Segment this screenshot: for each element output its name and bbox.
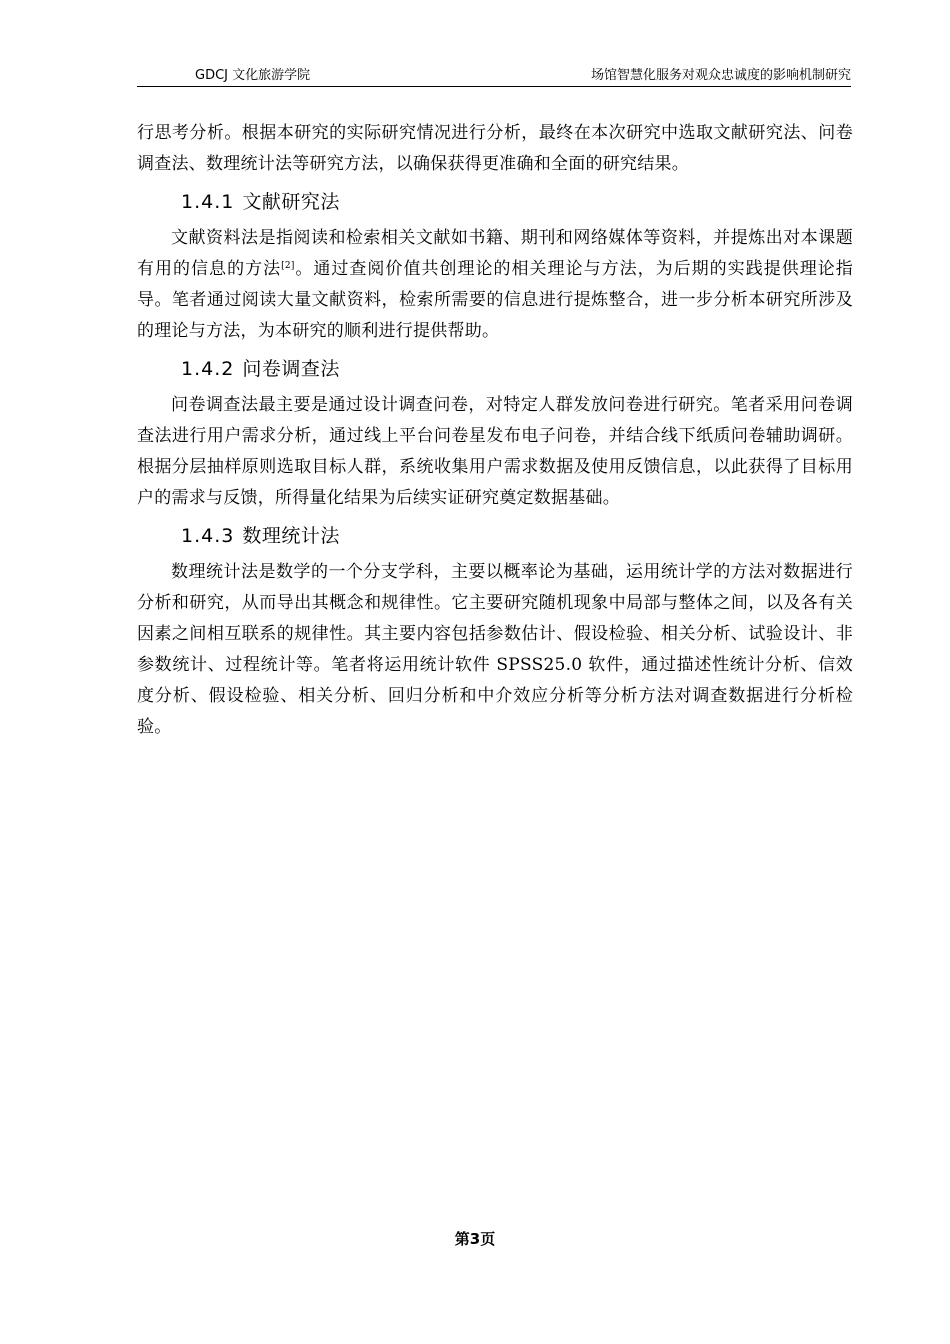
section-heading-1-4-2 (181, 354, 853, 385)
section-number: 1.4.3 (181, 525, 235, 547)
header-institution: GDCJ 文化旅游学院 (195, 68, 311, 83)
page-header (137, 62, 851, 87)
header-thesis-title: 场馆智慧化服务对观众忠诚度的影响机制研究 (590, 68, 851, 83)
intro-paragraph: 行思考分析。根据本研究的实际研究情况进行分析，最终在本次研究中选取文献研究法、问卷调查法、数理统计法等研究方法，以确保获得更准确和全面的研究结果。 (137, 123, 853, 174)
section-paragraph-questionnaire: 问卷调查法最主要是通过设计调查问卷，对特定人群发放问卷进行研究。笔者采用问卷调查法进行用户需求分析，通过线上平台问卷星发布电子问卷，并结合线下纸质问卷辅助调研。根据分层抽样原则选取目标人群，系统收集用户需求数据及使用反馈信息，以此获得了目标用户的需求与反馈，所得量化结果为后续实证研究奠定数据基础。 (137, 395, 853, 508)
section-title: 数理统计法 (242, 525, 340, 547)
section-heading-1-4-3 (181, 521, 853, 552)
section-title: 问卷调查法 (242, 358, 340, 380)
paragraph-text: 文献资料法是指阅读和检索相关文献如书籍、期刊和网络媒体等资料，并提炼出对本课题有用的信息的方法 (137, 228, 853, 279)
paragraph-text: 。通过查阅价值共创理论的相关理论与方法，为后期的实践提供理论指导。笔者通过阅读大量文献资料，检索所需要的信息进行提炼整合，进一步分析本研究所涉及的理论与方法，为本研究的顺利进行提供帮助。 (137, 259, 854, 341)
section-number: 1.4.2 (181, 358, 235, 380)
main-content (137, 118, 853, 743)
section-number: 1.4.1 (181, 191, 235, 213)
section-paragraph-literature (137, 223, 853, 347)
citation-marker: [2] (281, 261, 295, 271)
page-number: 第3页 (454, 1230, 496, 1248)
section-title: 文献研究法 (242, 191, 340, 213)
section-paragraph-statistics: 数理统计法是数学的一个分支学科，主要以概率论为基础，运用统计学的方法对数据进行分析和研究，从而导出其概念和规律性。它主要研究随机现象中局部与整体之间，以及各有关因素之间相互联系的规律性。其主要内容包括参数估计、假设检验、相关分析、试验设计、非参数统计、过程统计等。笔者将运用统计软件 SPSS25.0 软件，通过描述性统计分析、信效度分析、假设检验、相关分析、回归分析和中介效应分析等分析方法对调查数据进行分析检验。 (137, 562, 853, 737)
section-heading-1-4-1 (181, 187, 853, 218)
